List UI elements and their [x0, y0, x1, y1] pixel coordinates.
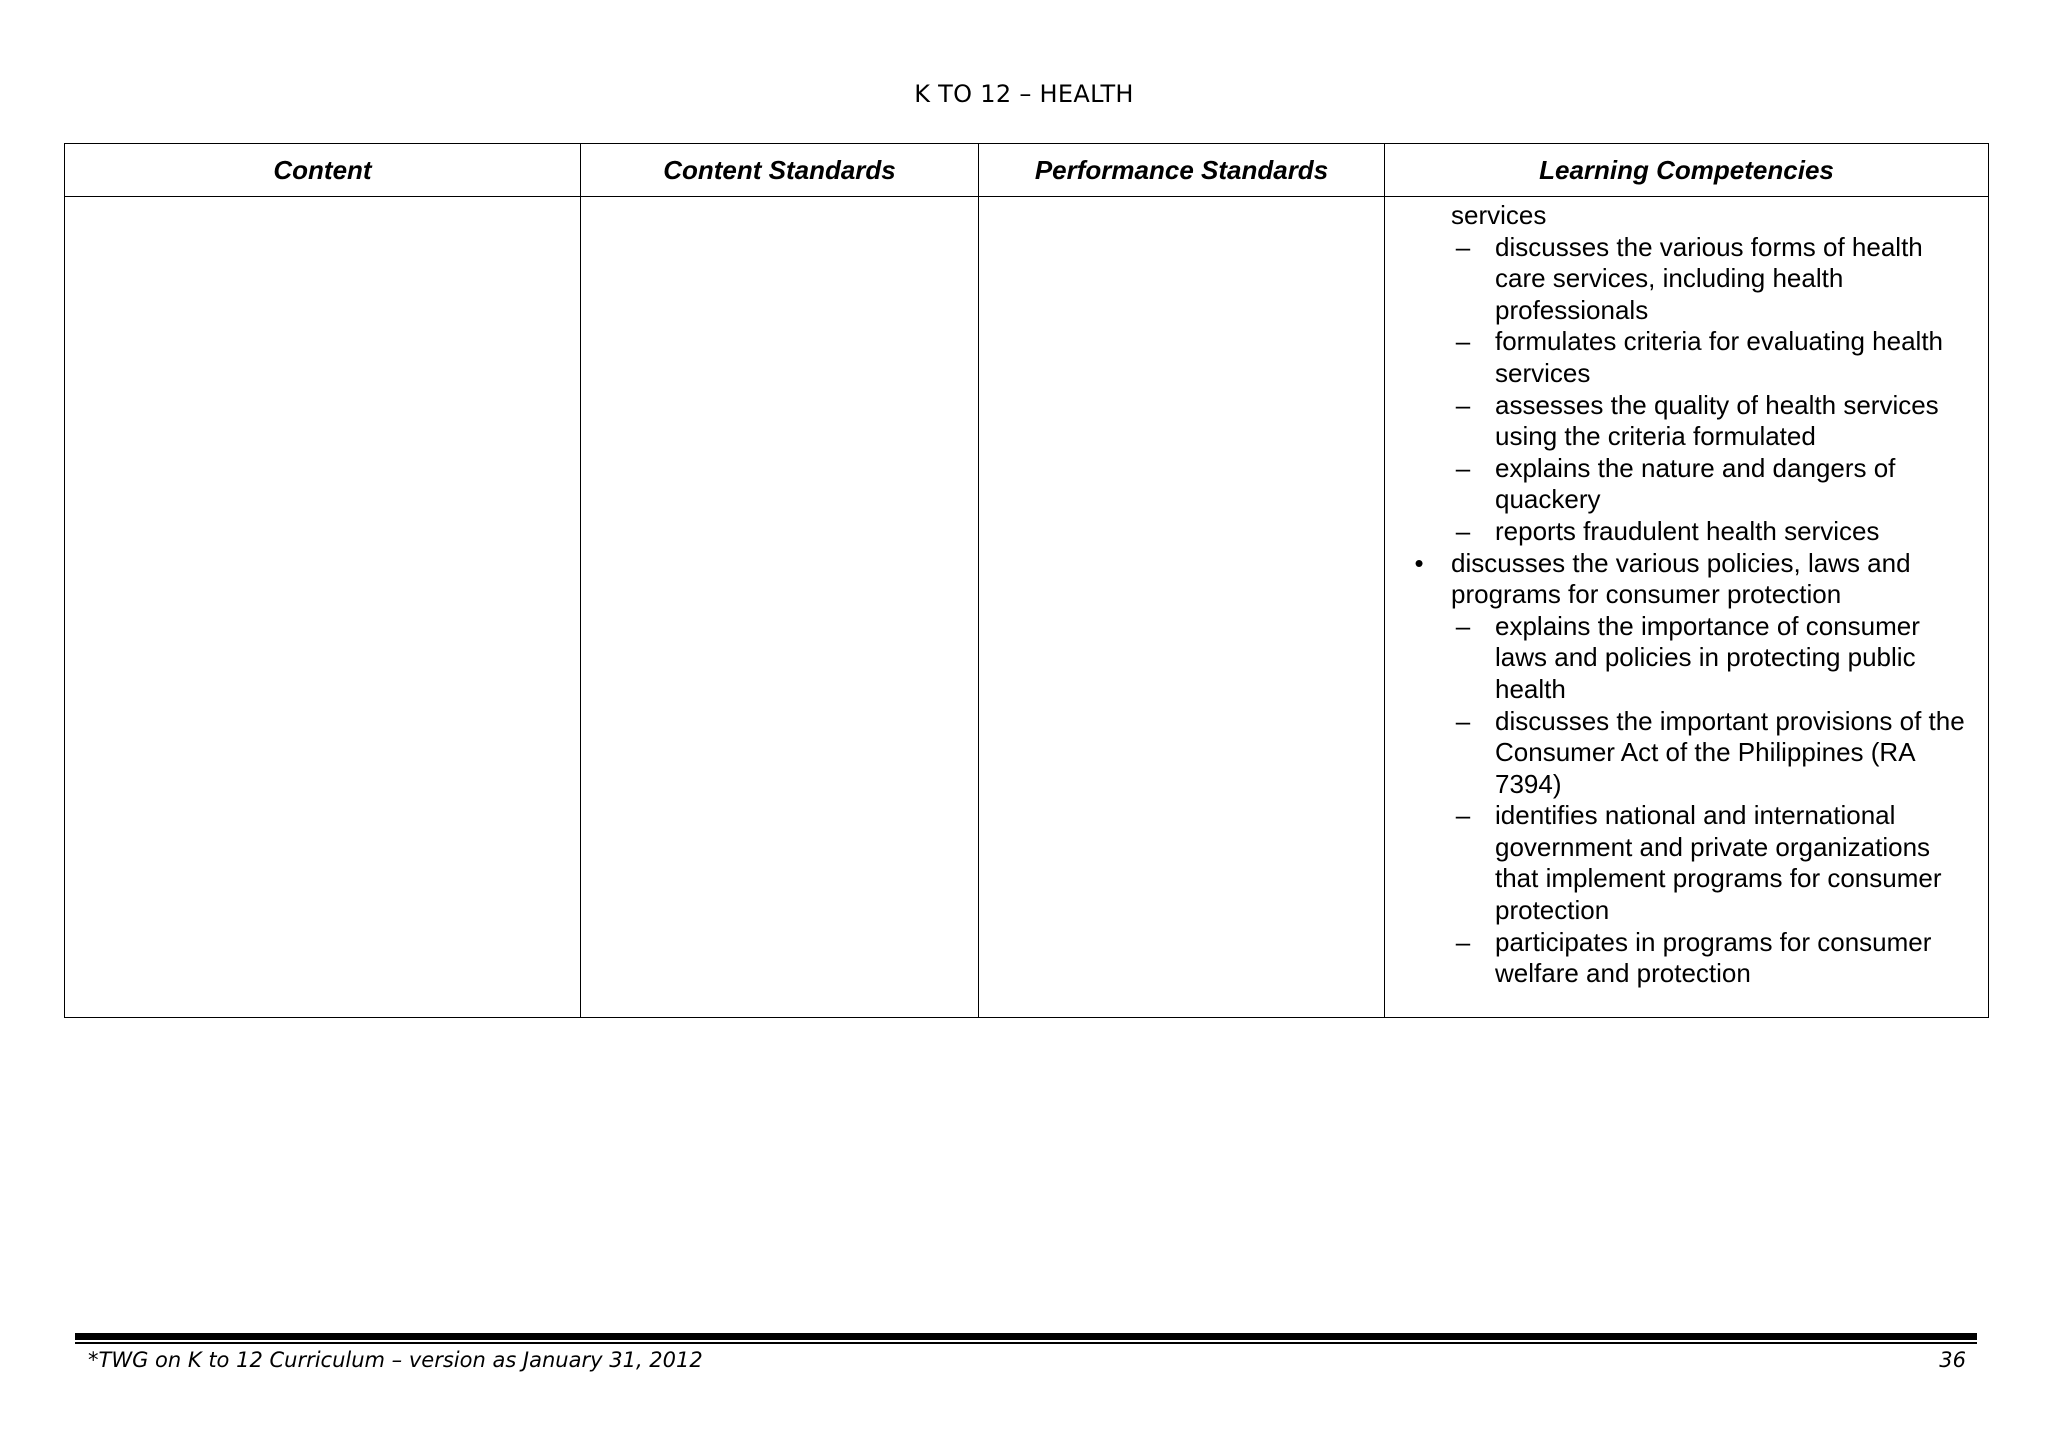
dash-icon: – [1455, 926, 1471, 957]
dash-icon: – [1455, 515, 1471, 546]
dash-icon: – [1455, 800, 1471, 831]
sub-item [1407, 611, 1978, 706]
sub-item [1407, 706, 1978, 801]
sub-item-text: explains the importance of consumer laws and policies in protecting public health [1495, 610, 1920, 704]
dash-icon: – [1455, 389, 1471, 420]
sub-item-text: explains the nature and dangers of quackery [1495, 452, 1896, 515]
table-row [65, 197, 1989, 1018]
sub-item [1407, 927, 1978, 990]
performance-standards-cell [979, 197, 1385, 1018]
footer-note: *TWG on K to 12 Curriculum – version as January 31, 2012 [88, 1348, 703, 1372]
page-title: K TO 12 – HEALTH [914, 80, 1134, 108]
sub-item-text: discusses the important provisions of the Consumer Act of the Philippines (RA 7394) [1495, 705, 1965, 799]
sub-item-text: participates in programs for consumer welfare and protection [1495, 926, 1932, 989]
table-header-row [65, 144, 1989, 197]
column-header-performance-standards: Performance Standards [979, 144, 1385, 197]
sub-item [1407, 453, 1978, 516]
sub-item [1407, 516, 1978, 548]
sub-item-text: assesses the quality of health services using the criteria formulated [1495, 389, 1939, 452]
page-number: 36 [1939, 1348, 1966, 1372]
sub-item [1407, 390, 1978, 453]
sub-item-text: formulates criteria for evaluating health services [1495, 326, 1944, 388]
learning-competencies-cell [1385, 197, 1989, 1018]
column-header-content-standards: Content Standards [581, 144, 979, 197]
sub-item-text: identifies national and international government and private organizations that implement programs for consumer protection [1495, 800, 1942, 926]
dash-icon: – [1455, 452, 1471, 483]
content-standards-cell [581, 197, 979, 1018]
content-cell [65, 197, 581, 1018]
sub-item [1407, 232, 1978, 327]
column-header-learning-competencies: Learning Competencies [1385, 144, 1989, 197]
dash-icon: – [1455, 610, 1471, 641]
bullet-item-text: discusses the various policies, laws and programs for consumer protection [1451, 547, 1911, 610]
sub-item-text: reports fraudulent health services [1495, 515, 1880, 546]
continuation-text: services [1451, 200, 1547, 230]
footer-divider [75, 1333, 1977, 1340]
bullet-item [1407, 548, 1978, 611]
sub-item-text: discusses the various forms of health care services, including health professionals [1495, 231, 1923, 325]
dash-icon: – [1455, 231, 1471, 262]
bullet-icon: • [1414, 547, 1424, 578]
dash-icon: – [1455, 705, 1471, 736]
dash-icon: – [1455, 326, 1471, 357]
footer-divider-thin [75, 1342, 1977, 1344]
column-header-content: Content [65, 144, 581, 197]
curriculum-table [64, 143, 1989, 1018]
sub-item [1407, 326, 1978, 389]
sub-item [1407, 800, 1978, 926]
